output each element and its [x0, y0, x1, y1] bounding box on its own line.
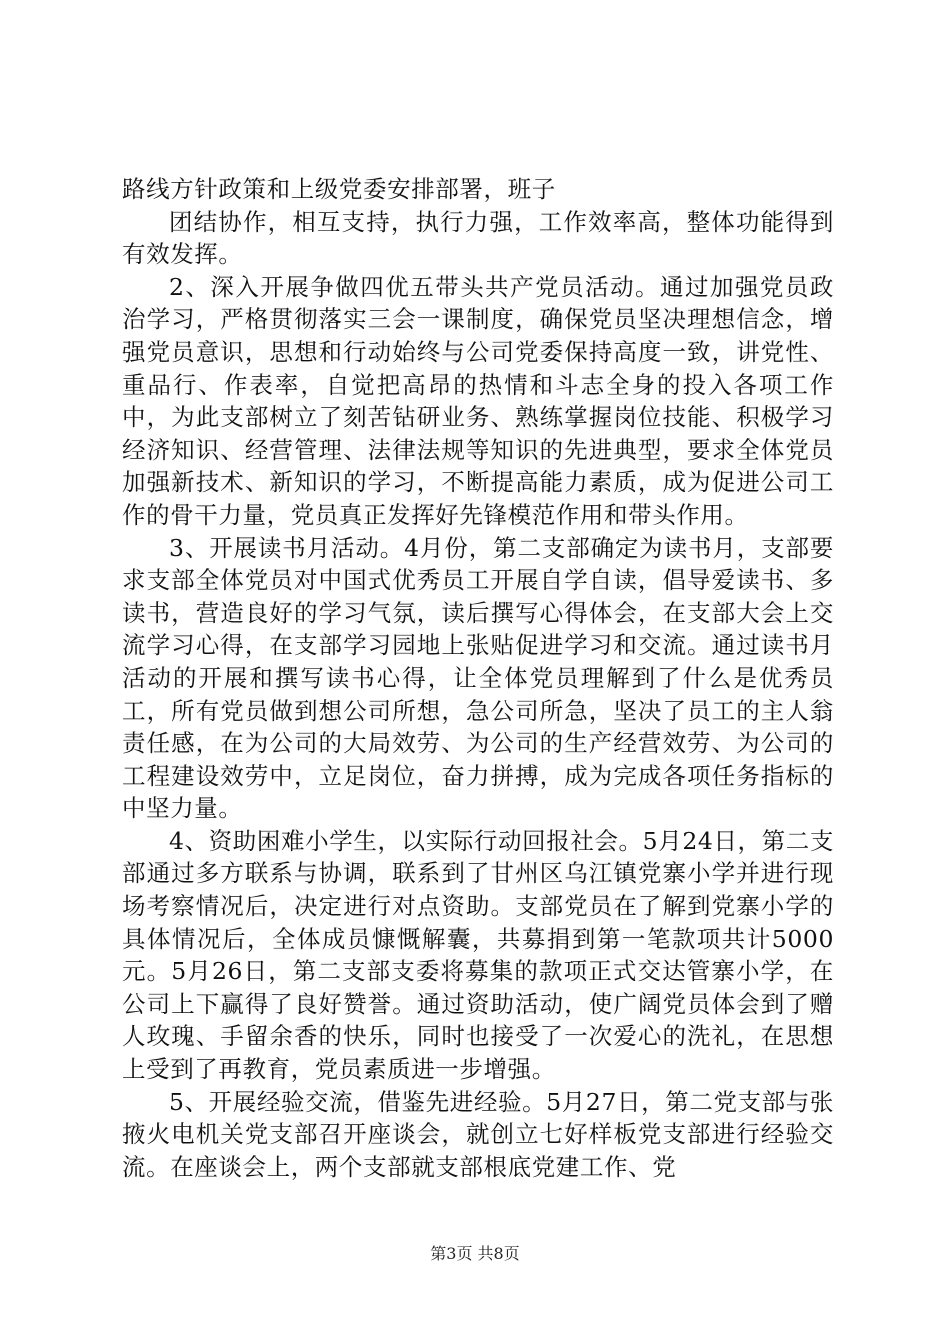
document-body [122, 173, 834, 1183]
paragraph-4: 4、资助困难小学生，以实际行动回报社会。5月24日，第二支部通过多方联系与协调，联系到了甘州区乌江镇党寨小学并进行现场考察情况后，决定进行对点资助。支部党员在了解到党寨小学的具体情况后，全体成员慷慨解囊，共募捐到第一笔款项共计5000元。5月26日，第二支部支委将募集的款项正式交达管寨小学，在公司上下赢得了良好赞誉。通过资助活动，使广阔党员体会到了赠人玫瑰、手留余香的快乐，同时也接受了一次爱心的洗礼，在思想上受到了再教育，党员素质进一步增强。 [122, 826, 834, 1084]
paragraph-1: 团结协作，相互支持，执行力强，工作效率高，整体功能得到有效发挥。 [122, 207, 834, 269]
paragraph-5: 5、开展经验交流，借鉴先进经验。5月27日，第二党支部与张掖火电机关党支部召开座谈会，就创立七好样板党支部进行经验交流。在座谈会上，两个支部就支部根底党建工作、党 [122, 1087, 834, 1181]
paragraph-2: 2、深入开展争做四优五带头共产党员活动。通过加强党员政治学习，严格贯彻落实三会一课制度，确保党员坚决理想信念，增强党员意识，思想和行动始终与公司党委保持高度一致，讲党性、重品行、作表率，自觉把高昂的热情和斗志全身的投入各项工作中，为此支部树立了刻苦钻研业务、熟练掌握岗位技能、积极学习经济知识、经营管理、法律法规等知识的先进典型，要求全体党员加强新技术、新知识的学习，不断提高能力素质，成为促进公司工作的骨干力量，党员真正发挥好先锋模范作用和带头作用。 [122, 272, 834, 529]
paragraph-continuation: 路线方针政策和上级党委安排部署，班子 [122, 175, 556, 203]
paragraph-3: 3、开展读书月活动。4月份，第二支部确定为读书月，支部要求支部全体党员对中国式优秀员工开展自学自读，倡导爱读书、多读书，营造良好的学习气氛，读后撰写心得体会，在支部大会上交流学习心得，在支部学习园地上张贴促进学习和交流。通过读书月活动的开展和撰写读书心得，让全体党员理解到了什么是优秀员工，所有党员做到想公司所想，急公司所急，坚决了员工的主人翁责任感，在为公司的大局效劳、为公司的生产经营效劳、为公司的工程建设效劳中，立足岗位，奋力拼搏，成为完成各项任务指标的中坚力量。 [122, 533, 834, 823]
page-footer [0, 1244, 950, 1264]
page-number: 第3页 共8页 [430, 1244, 520, 1263]
